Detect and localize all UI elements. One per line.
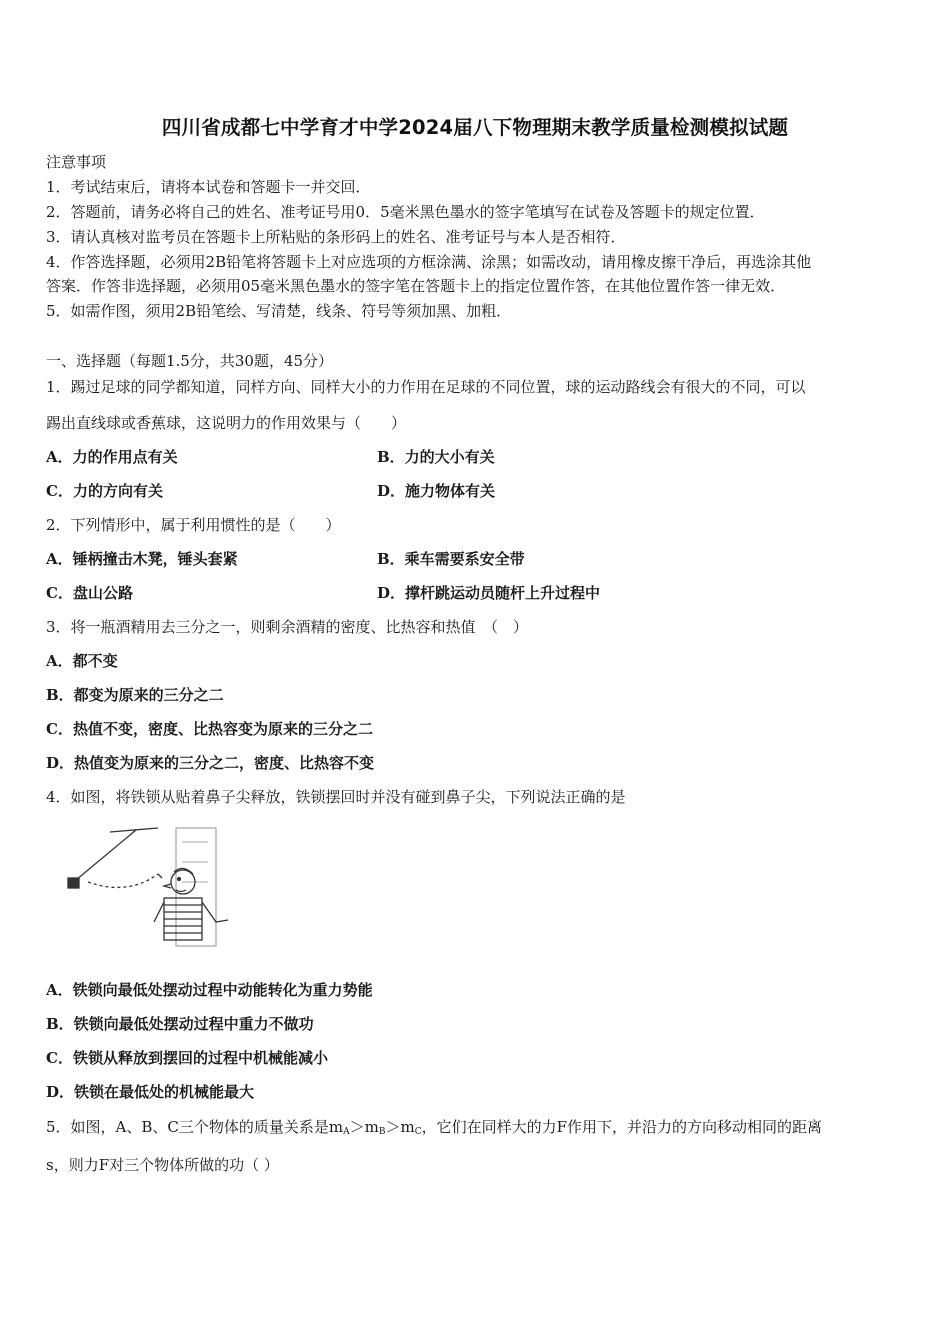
notice-item: 1．考试结束后，请将本试卷和答题卡一并交回． [46, 178, 371, 196]
q4-option-a: A．铁锁向最低处摆动过程中动能转化为重力势能 [46, 981, 373, 999]
notice-heading: 注意事项 [46, 153, 107, 171]
q5-gt-1: ＞m [349, 1118, 379, 1136]
notice-item: 4．作答选择题，必须用2B铅笔将答题卡上对应选项的方框涂满、涂黑；如需改动，请用橡皮擦干净后，再选涂其他 [46, 253, 812, 271]
q3-option-c: C．热值不变，密度、比热容变为原来的三分之二 [46, 720, 373, 738]
q5-stem-line1 [46, 1117, 822, 1142]
q1-option-d: D．施力物体有关 [377, 482, 496, 500]
q2-stem: 2．下列情形中，属于利用惯性的是（ ） [46, 516, 341, 534]
q3-option-d: D．热值变为原来的三分之二，密度、比热容不变 [46, 754, 375, 772]
q1-option-b: B．力的大小有关 [377, 448, 495, 466]
section-heading: 一、选择题（每题1.5分，共30题，45分） [46, 352, 334, 370]
q5-stem-line2: s，则力F对三个物体所做的功（ ） [46, 1156, 279, 1174]
q5-text-a: 5．如图，A、B、C三个物体的质量关系是m [46, 1118, 344, 1136]
q4-option-d: D．铁锁在最低处的机械能最大 [46, 1083, 255, 1101]
notice-item: 2．答题前，请务必将自己的姓名、准考证号用0．5毫米黑色墨水的签字笔填写在试卷及答题卡的规定位置． [46, 203, 765, 221]
notice-item: 3．请认真核对监考员在答题卡上所粘贴的条形码上的姓名、准考证号与本人是否相符． [46, 228, 626, 246]
q2-option-d: D．撑杆跳运动员随杆上升过程中 [377, 584, 601, 602]
q3-option-a: A．都不变 [46, 652, 118, 670]
q1-option-c: C．力的方向有关 [46, 482, 163, 500]
notice-item: 答案．作答非选择题，必须用05毫米黑色墨水的签字笔在答题卡上的指定位置作答，在其他位置作答一律无效． [46, 277, 786, 295]
q5-sub-a: A [343, 1127, 350, 1137]
q5-text-b: ，它们在同样大的力F作用下，并沿力的方向移动相同的距离 [421, 1118, 823, 1136]
q5-sub-c: C [414, 1127, 422, 1137]
q2-option-c: C．盘山公路 [46, 584, 133, 602]
q4-stem: 4．如图，将铁锁从贴着鼻子尖释放，铁锁摆回时并没有碰到鼻子尖，下列说法正确的是 [46, 788, 626, 806]
q2-option-b: B．乘车需要系安全带 [377, 550, 525, 568]
q2-option-a: A．锤柄撞击木凳，锤头套紧 [46, 550, 238, 568]
q4-option-b: B．铁锁向最低处摆动过程中重力不做功 [46, 1015, 314, 1033]
page-title: 四川省成都七中学育才中学2024届八下物理期末教学质量检测模拟试题 [161, 116, 789, 139]
q1-option-a: A．力的作用点有关 [46, 448, 178, 466]
q4-option-c: C．铁锁从释放到摆回的过程中机械能减小 [46, 1049, 328, 1067]
q5-gt-2: ＞m [385, 1118, 415, 1136]
q3-stem: 3．将一瓶酒精用去三分之一，则剩余酒精的密度、比热容和热值 （ ） [46, 618, 529, 636]
notice-item: 5．如需作图，须用2B铅笔绘、写清楚，线条、符号等须加黑、加粗． [46, 302, 512, 320]
q1-stem-line1: 1．踢过足球的同学都知道，同样方向、同样大小的力作用在足球的不同位置，球的运动路线会有很大的不同，可以 [46, 378, 806, 396]
q1-stem-line2: 踢出直线球或香蕉球，这说明力的作用效果与（ ） [46, 414, 407, 432]
pendulum-figure [58, 822, 243, 957]
q3-option-b: B．都变为原来的三分之二 [46, 686, 224, 704]
q5-sub-b: B [378, 1127, 386, 1137]
